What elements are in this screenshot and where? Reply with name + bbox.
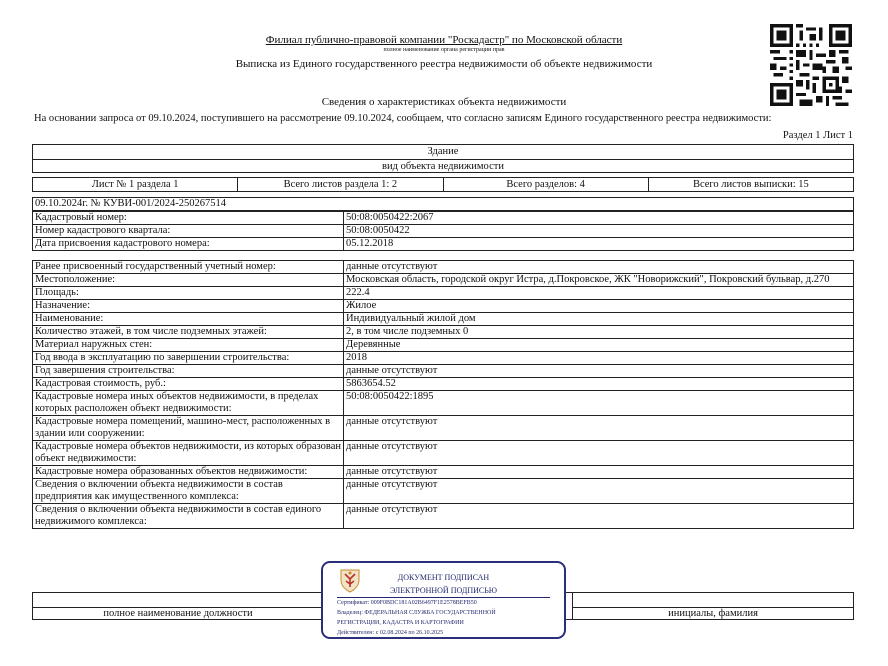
field-value: данные отсутствуют (344, 416, 854, 441)
field-label: Сведения о включении объекта недвижимости в состав предприятия как имущественного комплекса: (33, 479, 344, 504)
field-label: Кадастровая стоимость, руб.: (33, 378, 344, 391)
field-value: Московская область, городской округ Истра, д.Покровское, ЖК "Новорижский", Покровский бульвар, д.270 (344, 274, 854, 287)
qr-code-icon (770, 24, 852, 106)
field-label: Год завершения строительства: (33, 365, 344, 378)
stamp-owner: Владелец: ФЕДЕРАЛЬНАЯ СЛУЖБА ГОСУДАРСТВЕННОЙ (337, 610, 496, 616)
field-label: Кадастровый номер: (33, 212, 344, 225)
field-value: 50:08:0050422:2067 (344, 212, 854, 225)
table-row (33, 261, 854, 274)
field-label: Год ввода в эксплуатацию по завершении строительства: (33, 352, 344, 365)
table-row (33, 300, 854, 313)
extract-sheets-total: Всего листов выписки: 15 (648, 178, 853, 191)
object-type: Здание (427, 146, 459, 157)
stamp-title: ДОКУМЕНТ ПОДПИСАН (397, 573, 490, 582)
position-cell (33, 593, 324, 619)
name-cell (572, 593, 853, 619)
field-label: Дата присвоения кадастрового номера: (33, 238, 344, 251)
field-value: 5863654.52 (344, 378, 854, 391)
field-label: Кадастровые номера объектов недвижимости, из которых образован объект недвижимости: (33, 441, 344, 466)
field-value: 2, в том числе подземных 0 (344, 326, 854, 339)
field-value: 50:08:0050422:1895 (344, 391, 854, 416)
document-title: Выписка из Единого государственного реестра недвижимости об объекте недвижимости (235, 58, 653, 70)
electronic-signature-stamp (321, 561, 566, 639)
table-row (33, 391, 854, 416)
organization-note: полное наименование органа регистрации прав (383, 47, 505, 53)
table-row (33, 504, 854, 529)
organization-name: Филиал публично-правовой компании "Роскадастр" по Московской области (265, 34, 623, 46)
stamp-subtitle: ЭЛЕКТРОННОЙ ПОДПИСЬЮ (389, 586, 498, 595)
field-label: Материал наружных стен: (33, 339, 344, 352)
table-row (33, 212, 854, 225)
extract-number: 09.10.2024г. № КУВИ-001/2024-250267514 (32, 197, 854, 211)
cadastral-table (32, 211, 854, 251)
field-value: данные отсутствуют (344, 466, 854, 479)
characteristics-table (32, 260, 854, 529)
info-title: Сведения о характеристиках объекта недвижимости (321, 96, 567, 108)
field-value: Жилое (344, 300, 854, 313)
field-label: Назначение: (33, 300, 344, 313)
basis-text: На основании запроса от 09.10.2024, поступившего на рассмотрение 09.10.2024, сообщаем, что согласно записям Единого государственного реестра недвижимости: (34, 113, 772, 124)
object-type-box (32, 144, 854, 173)
field-label: Наименование: (33, 313, 344, 326)
field-value: 222.4 (344, 287, 854, 300)
field-value: 2018 (344, 352, 854, 365)
field-label: Кадастровые номера образованных объектов недвижимости: (33, 466, 344, 479)
stamp-certificate: Сертификат: 009F0BDC181A02B6497F1E2578BEFB50 (337, 600, 477, 606)
field-value: данные отсутствуют (344, 441, 854, 466)
field-label: Кадастровые номера иных объектов недвижимости, в пределах которых расположен объект недвижимости: (33, 391, 344, 416)
position-caption: полное наименование должности (103, 608, 253, 619)
table-row (33, 479, 854, 504)
field-label: Номер кадастрового квартала: (33, 225, 344, 238)
field-value: 05.12.2018 (344, 238, 854, 251)
name-caption: инициалы, фамилия (668, 608, 758, 619)
table-row (33, 416, 854, 441)
table-row (33, 313, 854, 326)
field-label: Площадь: (33, 287, 344, 300)
field-value: Индивидуальный жилой дом (344, 313, 854, 326)
table-row (33, 326, 854, 339)
field-label: Местоположение: (33, 274, 344, 287)
sheet-number: Лист № 1 раздела 1 (91, 179, 179, 190)
table-row (33, 441, 854, 466)
field-label: Ранее присвоенный государственный учетный номер: (33, 261, 344, 274)
object-type-caption: вид объекта недвижимости (33, 159, 853, 174)
table-row (33, 238, 854, 251)
field-label: Количество этажей, в том числе подземных этажей: (33, 326, 344, 339)
field-value: данные отсутствуют (344, 479, 854, 504)
stamp-owner-2: РЕГИСТРАЦИИ, КАДАСТРА И КАРТОГРАФИИ (337, 620, 464, 626)
field-value: Деревянные (344, 339, 854, 352)
table-row (33, 365, 854, 378)
table-row (33, 339, 854, 352)
table-row (33, 225, 854, 238)
section-sheets-total: Всего листов раздела 1: 2 (237, 178, 442, 191)
table-row (33, 378, 854, 391)
table-row (33, 274, 854, 287)
field-value: данные отсутствуют (344, 365, 854, 378)
table-row (33, 466, 854, 479)
stamp-validity: Действителен: с 02.08.2024 по 26.10.2025 (337, 630, 444, 636)
field-label: Сведения о включении объекта недвижимости в состав единого недвижимого комплекса: (33, 504, 344, 529)
field-label: Кадастровые номера помещений, машино-мест, расположенных в здании или сооружении: (33, 416, 344, 441)
section-reference: Раздел 1 Лист 1 (782, 130, 853, 141)
table-row (33, 352, 854, 365)
field-value: данные отсутствуют (344, 504, 854, 529)
table-row (33, 287, 854, 300)
sheet-info-row (32, 177, 854, 192)
field-value: данные отсутствуют (344, 261, 854, 274)
field-value: 50:08:0050422 (344, 225, 854, 238)
sections-total: Всего разделов: 4 (443, 178, 648, 191)
